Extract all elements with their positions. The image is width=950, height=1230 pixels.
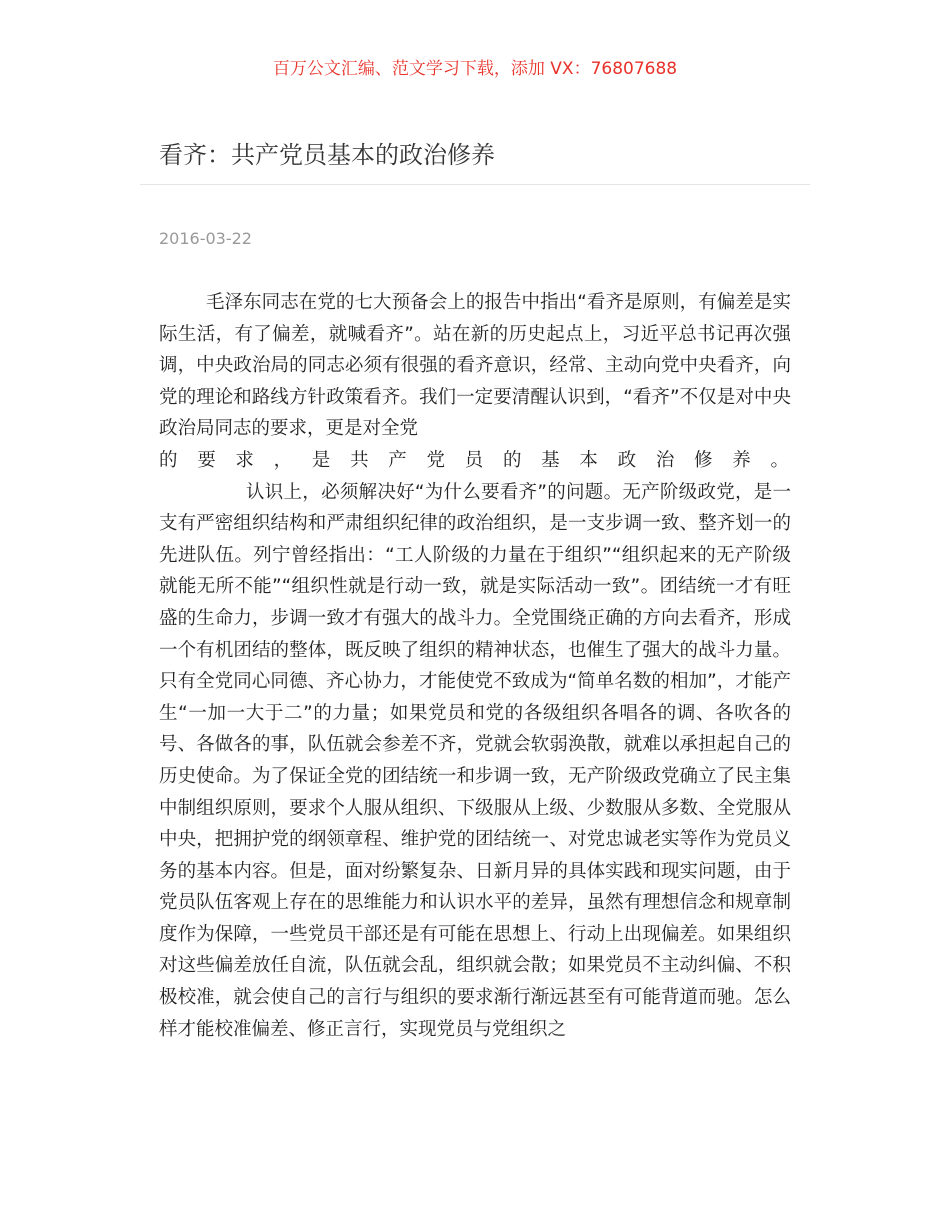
watermark-banner: 百万公文汇编、范文学习下载，添加 VX：76807688 xyxy=(272,59,678,79)
paragraph-1: 毛泽东同志在党的七大预备会上的报告中指出“看齐是原则，有偏差是实际生活，有了偏差，就喊看齐”。站在新的历史起点上，习近平总书记再次强调，中央政治局的同志必须有很强的看齐意识，经常、主动向党中央看齐，向党的理论和路线方针政策看齐。我们一定要清醒认识到，“看齐”不仅是对中央政治局同志的要求，更是对全党 xyxy=(159,292,791,440)
article-title: 看齐：共产党员基本的政治修养 xyxy=(159,141,495,169)
publish-date: 2016-03-22 xyxy=(159,229,252,248)
paragraph-2: 认识上，必须解决好“为什么要看齐”的问题。无产阶级政党，是一支有严密组织结构和严肃组织纪律的政治组织，是一支步调一致、整齐划一的先进队伍。列宁曾经指出：“工人阶级的力量在于组织”“组织起来的无产阶级就能无所不能”“组织性就是行动一致，就是实际活动一致”。团结统一才有旺盛的生命力，步调一致才有强大的战斗力。全党围绕正确的方向去看齐，形成一个有机团结的整体，既反映了组织的精神状态，也催生了强大的战斗力量。只有全党同心同德、齐心协力，才能使党不致成为“简单名数的相加”，才能产生“一加一大于二”的力量；如果党员和党的各级组织各唱各的调、各吹各的号、各做各的事，队伍就会参差不齐，党就会软弱涣散，就难以承担起自己的历史使命。为了保证全党的团结统一和步调一致，无产阶级政党确立了民主集中制组织原则，要求个人服从组织、下级服从上级、少数服从多数、全党服从中央，把拥护党的纲领章程、维护党的团结统一、对党忠诚老实等作为党员义务的基本内容。但是，面对纷繁复杂、日新月异的具体实践和现实问题，由于党员队伍客观上存在的思维能力和认识水平的差异，虽然有理想信念和规章制度作为保障，一些党员干部还是有可能在思想上、行动上出现偏差。如果组织对这些偏差放任自流，队伍就会乱，组织就会散；如果党员不主动纠偏、不积极校准，就会使自己的言行与组织的要求渐行渐远甚至有可能背道而驰。怎么样才能校准偏差、修正言行，实现党员与党组织之 xyxy=(159,481,791,1040)
title-divider xyxy=(140,184,810,185)
article-body xyxy=(159,287,791,1045)
paragraph-1-end: 的要求，是共产党员的基本政治修养。 xyxy=(159,449,791,471)
